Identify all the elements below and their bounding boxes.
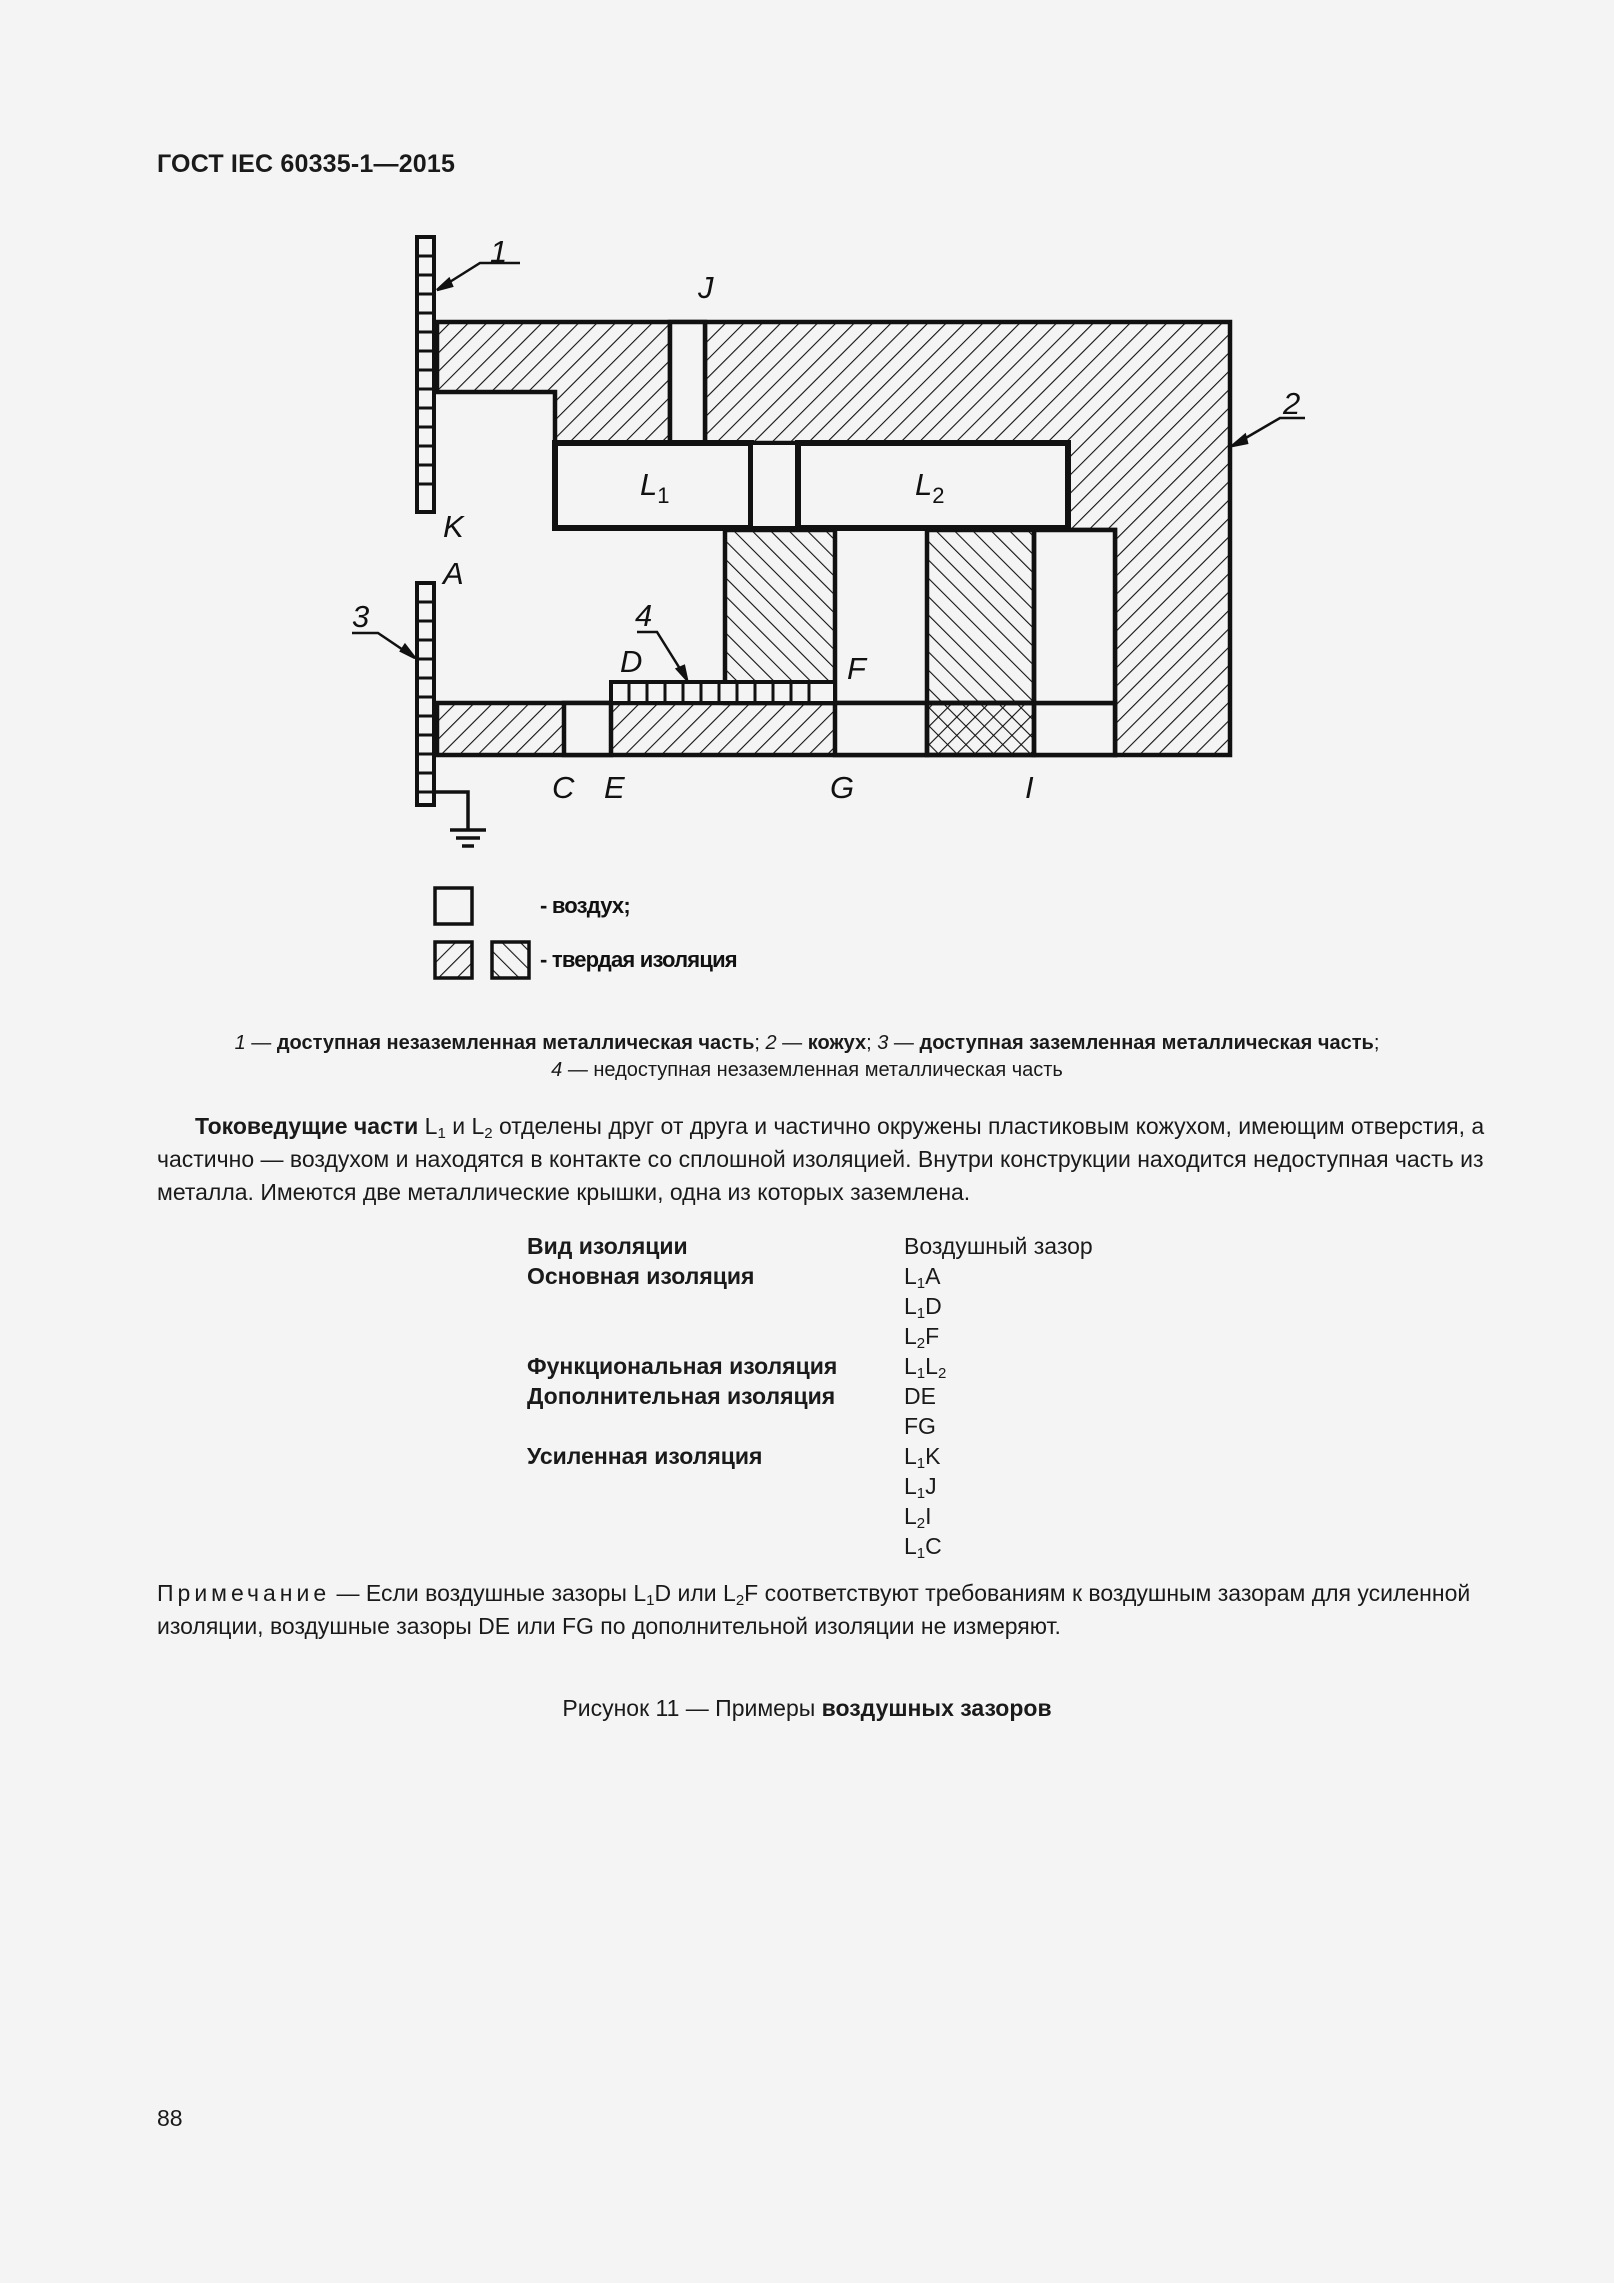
table-row: FG [904, 1413, 936, 1439]
table-row: $L_2I$ [904, 1503, 932, 1532]
table-row: Основная изоляция $L_1A$ [527, 1263, 941, 1292]
label-i: I [1025, 770, 1034, 805]
label-l2: $L_2$ [915, 467, 945, 508]
label-l1: $L_1$ [640, 467, 670, 508]
label-d: D [620, 644, 643, 679]
solid-block-left [725, 530, 835, 703]
table-row: $L_1J$ [904, 1473, 937, 1502]
metal-cover-1 [417, 237, 434, 512]
air-right [1034, 530, 1115, 703]
label-f: F [847, 651, 866, 686]
table-row: $L_1D$ [904, 1293, 942, 1322]
table-row: Функциональная изоляция $L_1L_2$ [527, 1353, 947, 1382]
table-row: Дополнительная изоляция DE [527, 1383, 936, 1409]
description-paragraph: Токоведущие части $L_1$ и $L_2$ отделены друг от друга и частично окружены пластиковым кожухом, имеющим отверстия, а частично — воздухом и находятся в контакте со сплошной изоляцией. Внутри конструкции находится недоступная часть из металла. Имеются две металлические крышки, одна из которых заземлена. [157, 1113, 1485, 1205]
opening-j [670, 322, 705, 443]
legend-solid-swatch-b [492, 942, 529, 978]
gap-i [1034, 703, 1115, 755]
metal-part-4 [611, 682, 835, 703]
table-row: $L_1C$ [904, 1533, 942, 1562]
legend-air-text: - воздух; [540, 893, 630, 918]
caption-line-2: 4 — недоступная незаземленная металлическая часть [551, 1059, 1063, 1081]
label-a: A [443, 556, 464, 591]
note-paragraph: Примечание — Если воздушные зазоры $L_1D$ или $L_2F$ соответствуют требованиям к воздушным зазорам для усиленной изоляции, воздушные зазоры DE или FG по дополнительной изоляции не измеряют. [157, 1580, 1471, 1639]
legend-solid-swatch-a [435, 942, 472, 978]
base-under-right-block [927, 703, 1034, 755]
figure-diagram [0, 0, 1614, 1020]
label-c: C [552, 770, 575, 805]
label-1: 1 [490, 234, 508, 269]
legend-solid-text: - твердая изоляция [540, 947, 737, 972]
figure-caption: Рисунок 11 — Примеры воздушных зазоров [562, 1695, 1052, 1721]
table-row: Усиленная изоляция $L_1K$ [527, 1443, 941, 1472]
gap-l1-l2 [751, 443, 798, 528]
table-row: $L_2F$ [904, 1323, 940, 1352]
gap-g [835, 703, 927, 755]
label-3: 3 [352, 599, 370, 634]
metal-cover-3 [417, 583, 434, 805]
earth-symbol [434, 792, 486, 846]
label-k: K [443, 509, 464, 544]
label-2: 2 [1283, 386, 1301, 421]
solid-block-right [927, 530, 1034, 703]
figure-legend-caption [150, 1030, 1464, 1084]
table-header-row: Вид изоляции Воздушный зазор [527, 1233, 1093, 1259]
gap-c-e [564, 703, 611, 755]
legend-air-swatch [435, 888, 472, 924]
label-e: E [604, 770, 625, 805]
insulation-table [527, 1231, 1204, 1561]
label-j: J [698, 270, 714, 305]
label-g: G [830, 770, 855, 805]
caption-line-1: 1 — доступная незаземленная металлическая часть; 2 — кожух; 3 — доступная заземленная металлическая часть; [234, 1032, 1380, 1054]
page-number: 88 [157, 2105, 183, 2131]
document-header: ГОСТ IEC 60335-1—2015 [157, 150, 456, 178]
label-4: 4 [635, 598, 653, 633]
